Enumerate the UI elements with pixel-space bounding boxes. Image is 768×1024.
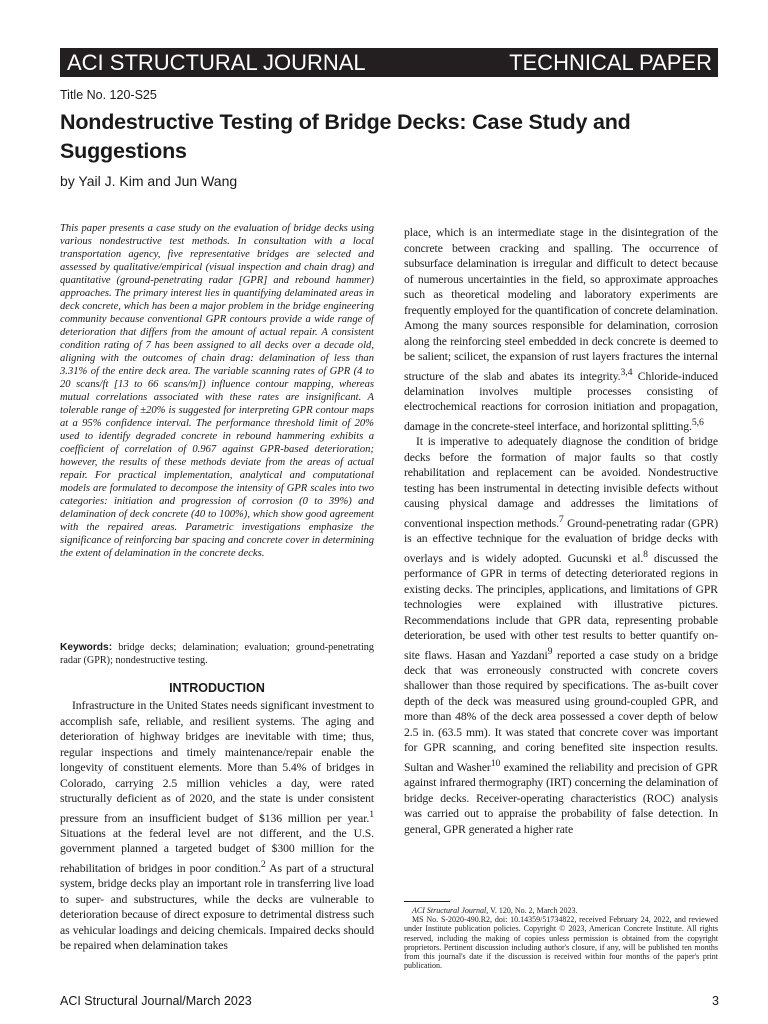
footnote-citation: ACI Structural Journal, V. 120, No. 2, March 2023. (412, 906, 578, 915)
footnote-rule (404, 901, 450, 902)
citation-ref: 3,4 (620, 366, 633, 378)
introduction-heading: INTRODUCTION (169, 681, 265, 695)
journal-name: ACI STRUCTURAL JOURNAL (67, 50, 366, 75)
right-column (404, 225, 718, 837)
keywords (60, 641, 374, 667)
citation-ref: 9 (547, 645, 553, 657)
citation-ref: 7 (558, 513, 564, 525)
introduction-paragraph: Infrastructure in the United States needs significant investment to accomplish safe, reliable, and resilient systems. The aging and deterioration of highway bridges are inevitable with time; thus, regular inspections and timely maintenance/repair enable the longevity of constituent elements. More than 5.4% of bridges in Colorado, carrying 2.5 million vehicles a day, were rated structurally deficient as of 2020, and the state is under consistent pressure from an insufficient budget of $136 million per year.$^1$ Situations at the federal level are not different, and the U.S. government planned a targeted budget of $300 million for the rehabilitation of bridges in poor condition.$^2$ As part of a structural system, bridge decks play an important role in transferring live load to super- and substructures, while the decks are vulnerable to deterioration because of direct exposure to detrimental distress such as vehicular loadings and deicing chemicals. Impaired decks should be repaired when delamination takes (60, 699, 374, 953)
keywords-text: bridge decks; delamination; evaluation; ground-penetrating radar (GPR); nondestructive testing. (60, 642, 374, 666)
footnote (404, 906, 718, 970)
citation-ref: 5,6 (691, 416, 704, 428)
footnote-details: MS No. S-2020-490.R2, doi: 10.14359/51734822, received February 24, 2022, and reviewed under Institute publication policies. Copyright © 2023, American Concrete Institute. All rights reserved, including the making of copies unless permission is obtained from the copyright proprietors. Pertinent discussion including author's closure, if any, will be published ten months from this journal's date if the discussion is received within four months of the paper's print publication. (404, 915, 718, 971)
paper-type: TECHNICAL PAPER (509, 50, 712, 75)
citation-ref: 8 (643, 548, 648, 560)
body-paragraph: place, which is an intermediate stage in the disintegration of the concrete between cracking and spalling. The occurrence of subsurface delamination is irregular and difficult to detect because of numerous uncertainties in the field, so approximate approaches such as theoretical modeling and laboratory experiments are frequently employed for the quantification of concrete delamination. Among the many sources responsible for delamination, corrosion along the reinforcing steel embedded in deck concrete is deemed to be salient; scilicet, the expansion of rust layers fractures the internal structure of the slab and abates its integrity.$^{3,4}$ Chloride-induced delamination involves multiple processes consisting of electrochemical reactions for corrosion initiation and propagation, damage in the concrete-steel interface, and horizontal splitting.$^{5,6}$ (404, 226, 718, 433)
journal-banner (60, 48, 718, 77)
citation-ref: 2 (260, 858, 266, 870)
citation-ref: 10 (490, 757, 501, 769)
footer-journal: ACI Structural Journal/March 2023 (60, 994, 252, 1008)
body-paragraph: It is imperative to adequately diagnose the condition of bridge decks before the formation of major faults so that costly rehabilitation and replacement can be avoided. Nondestructive testing has been instrumental in detecting invisible defects without causing physical damage and addresses the limitations of conventional inspection methods.$^7$ Ground-penetrating radar (GPR) is an effective technique for the evaluation of bridge decks with overlays and is widely adopted. Gucunski et al.$^8$ discussed the performance of GPR in terms of detecting deteriorated regions in existing decks. The principles, applications, and limitations of GPR technologies were explained with illustrative pictures. Recommendations include that GPR data, representing probable deterioration, be used with other test results to better quantify on-site flaws. Hasan and Yazdani$^9$ reported a case study on a bridge deck that was erroneously constructed with concrete covers shallower than those required by specifications. The as-built cover depth of the deck was measured using ground-coupled GPR, and more than 48% of the deck area possessed a cover depth of below 2.5 in. (63.5 mm). It was stated that concrete cover was important for GPR scanning, and coring benefited site inspection results. Sultan and Washer$^{10}$ examined the reliability and precision of GPR against infrared thermography (IRT) concerning the delamination of bridge decks. Receiver-operating characteristics (ROC) analysis was carried out to appraise the probability of false detection. In general, GPR generated a higher rate (404, 435, 718, 836)
page-number: 3 (712, 994, 719, 1008)
title-number: Title No. 120-S25 (60, 88, 157, 102)
keywords-label: Keywords: (60, 642, 113, 653)
abstract: This paper presents a case study on the evaluation of bridge decks using various nondestructive test methods. In consultation with a local transportation agency, five representative bridges are selected and assessed by qualitative/empirical (visual inspection and chain drag) and quantitative (ground-penetrating radar [GPR] and rebound hammer) approaches. The primary interest lies in quantifying delaminated areas in deck concrete, which has been a major problem in the bridge engineering community because conventional GPR contours provide a wide range of deterioration that differs from the amount of actual repair. A consistent condition rating of 7 has been assigned to all decks over a decade old, aligning with the outcomes of chain drag: delamination of less than 3.31% of the entire deck area. The variable scanning rates of GPR (4 to 20 scans/ft [13 to 66 scans/m]) influence contour mapping, whereas mutual correlations associated with these rates are insignificant. A tolerable range of ±20% is suggested for interpreting GPR contour maps at a 95% confidence interval. The performance threshold limit of 20% used to identify degraded concrete in rebound hammering exhibits a coefficient of correlation of 0.967 against GPR-based deterioration; however, the results of these methods deviate from the areas of actual repair. For practical implementation, analytical and computational models are formulated to decompose the intensity of GPR scales into two categories: initiation and progression of corrosion (0 to 39%) and delamination of deck concrete (40 to 100%), which show good agreement with the repaired areas. Parametric investigations emphasize the significance of reinforcing bar spacing and concrete cover in determining the extent of delamination in the concrete decks. (60, 223, 374, 559)
authors: by Yail J. Kim and Jun Wang (60, 173, 238, 189)
citation-ref: 1 (369, 808, 374, 820)
paper-title: Nondestructive Testing of Bridge Decks: Case Study and Suggestions (60, 110, 631, 163)
